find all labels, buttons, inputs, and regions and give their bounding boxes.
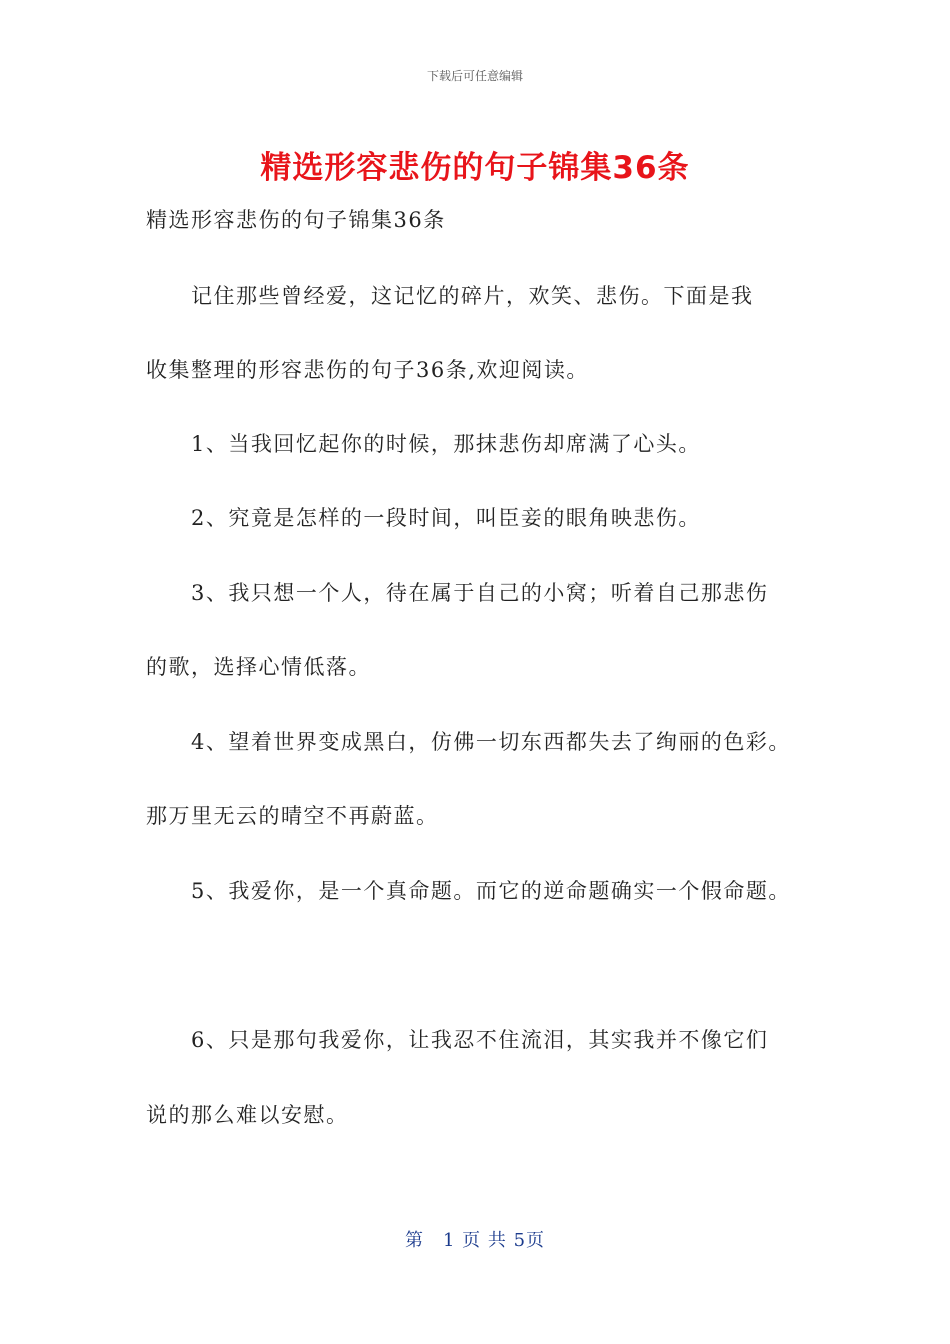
paragraph-line: 记住那些曾经爱，这记忆的碎片，欢笑、悲伤。下面是我	[191, 284, 754, 308]
document-title: 精选形容悲伤的句子锦集36条	[260, 150, 690, 186]
page-header: 下载后可任意编辑	[426, 69, 523, 83]
paragraph-line: 4、望着世界变成黑白，仿佛一切东西都失去了绚丽的色彩。	[191, 730, 791, 754]
paragraph-line: 3、我只想一个人，待在属于自己的小窝；听着自己那悲伤	[191, 581, 769, 605]
document-subtitle: 精选形容悲伤的句子锦集36条	[146, 208, 446, 232]
paragraph-line: 收集整理的形容悲伤的句子36条,欢迎阅读。	[146, 358, 589, 382]
paragraph-line: 2、究竟是怎样的一段时间，叫臣妾的眼角映悲伤。	[191, 506, 701, 530]
paragraph-line: 6、只是那句我爱你，让我忍不住流泪，其实我并不像它们	[191, 1028, 769, 1052]
paragraph-line: 的歌，选择心情低落。	[146, 655, 371, 679]
page-number-footer: 第 1 页 共 5页	[404, 1230, 546, 1251]
paragraph-line: 说的那么难以安慰。	[146, 1103, 349, 1127]
paragraph-line: 那万里无云的晴空不再蔚蓝。	[146, 804, 439, 828]
paragraph-line: 1、当我回忆起你的时候，那抹悲伤却席满了心头。	[191, 432, 701, 456]
paragraph-line: 5、我爱你，是一个真命题。而它的逆命题确实一个假命题。	[191, 879, 791, 903]
